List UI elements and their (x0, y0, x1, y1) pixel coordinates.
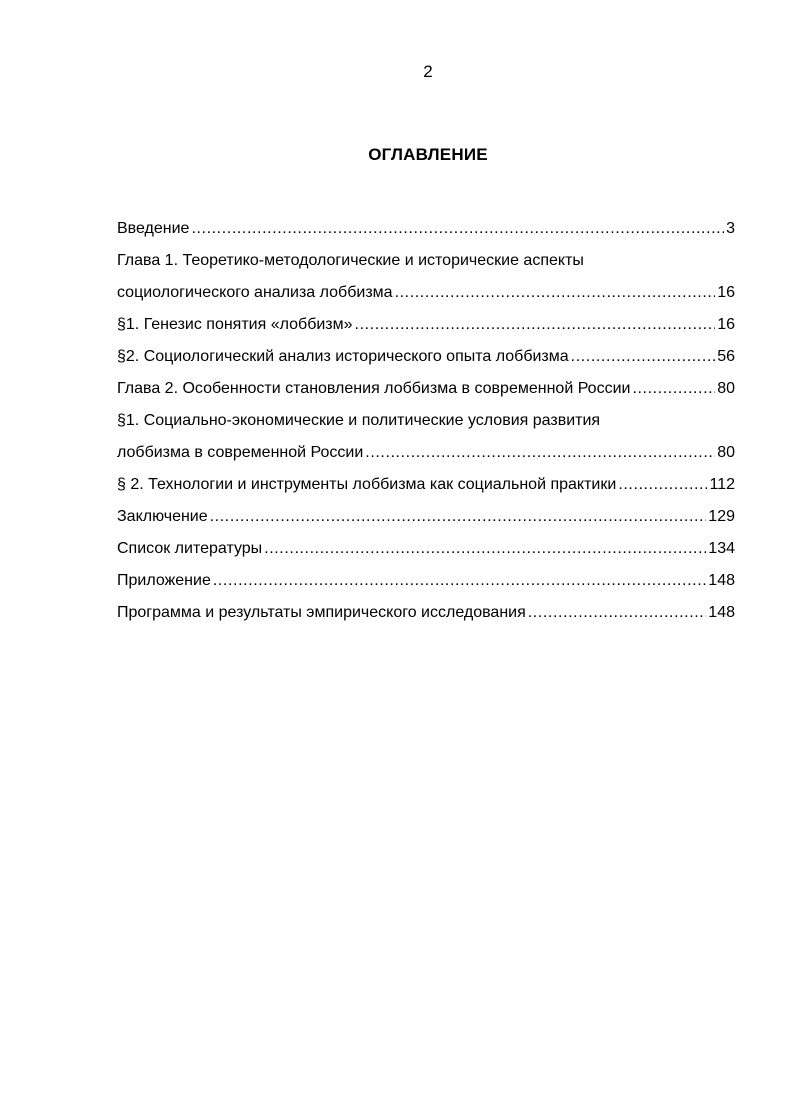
toc-entry-page: 129 (708, 508, 735, 525)
toc-entry-chapter-1-line-1[interactable]: Глава 1. Теоретико-методологические и исторические аспекты (117, 252, 584, 269)
toc-dot-leader (395, 279, 716, 307)
toc-entry-text: Глава 2. Особенности становления лоббизма в современной России (117, 380, 631, 397)
toc-entry-text: Программа и результаты эмпирического исследования (117, 604, 526, 621)
toc-entry-page: 134 (708, 540, 735, 557)
toc-dot-leader (618, 471, 707, 499)
toc-entry-appendix[interactable] (117, 567, 735, 599)
toc-entry-page: 80 (717, 444, 735, 461)
toc-entry-text: Введение (117, 220, 190, 237)
toc-dot-leader (365, 439, 715, 467)
toc-entry-section-2-2[interactable] (117, 471, 735, 503)
toc-entry-text: §2. Социологический анализ исторического опыта лоббизма (117, 348, 569, 365)
toc-entry-text: Приложение (117, 572, 211, 589)
toc-entry-chapter-2[interactable] (117, 375, 735, 407)
toc-title: ОГЛАВЛЕНИЕ (368, 145, 488, 164)
toc-entry-page: 148 (708, 604, 735, 621)
page-number: 2 (423, 62, 433, 81)
toc-dot-leader (213, 567, 706, 595)
toc-entry-text: § 2. Технологии и инструменты лоббизма как социальной практики (117, 476, 617, 493)
toc-entry-bibliography[interactable] (117, 535, 735, 567)
toc-entry-conclusion[interactable] (117, 503, 735, 535)
toc-entry-section-2-1[interactable] (117, 439, 735, 471)
toc-entry-research-program[interactable] (117, 599, 735, 631)
toc-entry-text: Список литературы (117, 540, 263, 557)
toc-entry-chapter-1[interactable] (117, 279, 735, 311)
toc-dot-leader (210, 503, 707, 531)
toc-entry-page: 148 (708, 572, 735, 589)
toc-dot-leader (355, 311, 716, 339)
toc-entry-introduction[interactable] (117, 215, 735, 247)
toc-dot-leader (191, 215, 724, 243)
toc-entry-text: Заключение (117, 508, 208, 525)
toc-entry-page: 80 (717, 380, 735, 397)
toc-dot-leader (632, 375, 715, 403)
toc-dot-leader (264, 535, 706, 563)
toc-entry-section-1-1[interactable] (117, 311, 735, 343)
toc-entry-text: §1. Генезис понятия «лоббизм» (117, 316, 353, 333)
toc-entry-page: 56 (717, 348, 735, 365)
toc-dot-leader (528, 599, 707, 627)
toc-entry-section-2-1-line-1[interactable]: §1. Социально-экономические и политические условия развития (117, 412, 601, 429)
table-of-contents (117, 215, 735, 631)
toc-entry-page: 112 (709, 476, 735, 493)
toc-dot-leader (571, 343, 716, 371)
toc-entry-text: лоббизма в современной России (117, 444, 364, 461)
toc-entry-page: 16 (717, 316, 735, 333)
toc-entry-page: 16 (717, 284, 735, 301)
toc-entry-page: 3 (726, 220, 735, 237)
toc-entry-section-1-2[interactable] (117, 343, 735, 375)
toc-entry-text: социологического анализа лоббизма (117, 284, 393, 301)
